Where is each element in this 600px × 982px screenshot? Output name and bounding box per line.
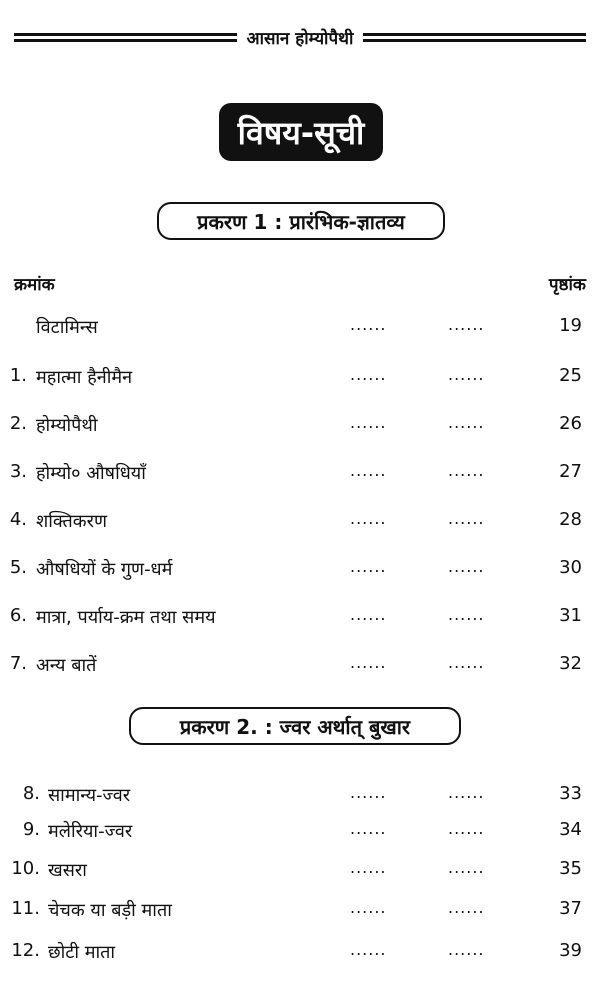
toc-row [0, 509, 600, 539]
serial-column-header: क्रमांक [14, 275, 55, 295]
toc-dots: ...... [448, 819, 485, 838]
toc-label: मलेरिया-ज्वर [48, 821, 133, 842]
toc-dots: ...... [448, 365, 485, 384]
toc-row [0, 315, 600, 345]
header-title: आसान होम्योपैथी [246, 28, 354, 49]
toc-page: 35 [559, 858, 582, 879]
toc-dots: ...... [350, 461, 387, 480]
toc-row [0, 557, 600, 587]
toc-dots: ...... [448, 557, 485, 576]
toc-dots: ...... [350, 819, 387, 838]
toc-dots: ...... [350, 653, 387, 672]
toc-label: महात्मा हैनीमैन [36, 367, 133, 388]
toc-label: विटामिन्स [36, 317, 98, 338]
toc-page: 39 [559, 940, 582, 961]
toc-dots: ...... [448, 509, 485, 528]
page-column-header: पृष्ठांक [548, 275, 586, 295]
toc-number: 4. [9, 509, 27, 530]
toc-label: होम्यो० औषधियाँ [36, 463, 146, 484]
toc-page: 27 [559, 461, 582, 482]
toc-dots: ...... [350, 509, 387, 528]
toc-row [0, 819, 600, 849]
toc-dots: ...... [350, 605, 387, 624]
header-rule-left [14, 33, 237, 42]
toc-number: 5. [9, 557, 27, 578]
toc-number: 8. [22, 783, 40, 804]
toc-row [0, 413, 600, 443]
toc-number: 9. [22, 819, 40, 840]
toc-number: 3. [9, 461, 27, 482]
toc-dots: ...... [350, 783, 387, 802]
toc-row [0, 940, 600, 970]
toc-dots: ...... [350, 413, 387, 432]
toc-page: 33 [559, 783, 582, 804]
toc-label: चेचक या बड़ी माता [48, 900, 172, 921]
toc-row [0, 605, 600, 635]
toc-dots: ...... [448, 898, 485, 917]
toc-row [0, 858, 600, 888]
toc-page: 30 [559, 557, 582, 578]
toc-number: 11. [11, 898, 40, 919]
toc-row [0, 898, 600, 928]
toc-label: शक्तिकरण [36, 511, 108, 532]
toc-dots: ...... [350, 557, 387, 576]
toc-number: 2. [9, 413, 27, 434]
toc-dots: ...... [448, 858, 485, 877]
toc-page: 19 [559, 315, 582, 336]
chapter-2-heading: प्रकरण 2. : ज्वर अर्थात् बुखार [129, 707, 461, 745]
toc-label: अन्य बातें [36, 655, 97, 676]
toc-dots: ...... [448, 653, 485, 672]
toc-page: 31 [559, 605, 582, 626]
toc-label: होम्योपैथी [36, 415, 98, 436]
toc-number: 6. [9, 605, 27, 626]
header-rule-right [363, 33, 586, 42]
toc-dots: ...... [448, 605, 485, 624]
toc-number: 7. [9, 653, 27, 674]
toc-number: 1. [9, 365, 27, 386]
toc-page: 25 [559, 365, 582, 386]
toc-dots: ...... [448, 940, 485, 959]
toc-number: 10. [11, 858, 40, 879]
toc-page: 32 [559, 653, 582, 674]
toc-label: छोटी माता [48, 942, 116, 963]
toc-dots: ...... [350, 898, 387, 917]
toc-page: 26 [559, 413, 582, 434]
toc-label: मात्रा, पर्याय-क्रम तथा समय [36, 607, 216, 628]
chapter-1-heading: प्रकरण 1 : प्रारंभिक-ज्ञातव्य [157, 202, 445, 240]
toc-row [0, 365, 600, 395]
toc-row [0, 653, 600, 683]
toc-label: सामान्य-ज्वर [48, 785, 131, 806]
toc-dots: ...... [350, 940, 387, 959]
toc-row [0, 461, 600, 491]
toc-dots: ...... [448, 461, 485, 480]
contents-title: विषय-सूची [219, 103, 383, 161]
toc-dots: ...... [350, 315, 387, 334]
toc-page: 37 [559, 898, 582, 919]
toc-number: 12. [11, 940, 40, 961]
toc-page: 34 [559, 819, 582, 840]
toc-dots: ...... [350, 858, 387, 877]
toc-label: औषधियों के गुण-धर्म [36, 559, 173, 580]
toc-page: 28 [559, 509, 582, 530]
toc-dots: ...... [448, 315, 485, 334]
toc-label: खसरा [48, 860, 87, 881]
toc-dots: ...... [350, 365, 387, 384]
toc-dots: ...... [448, 783, 485, 802]
toc-row [0, 783, 600, 813]
running-header [14, 22, 586, 52]
toc-dots: ...... [448, 413, 485, 432]
